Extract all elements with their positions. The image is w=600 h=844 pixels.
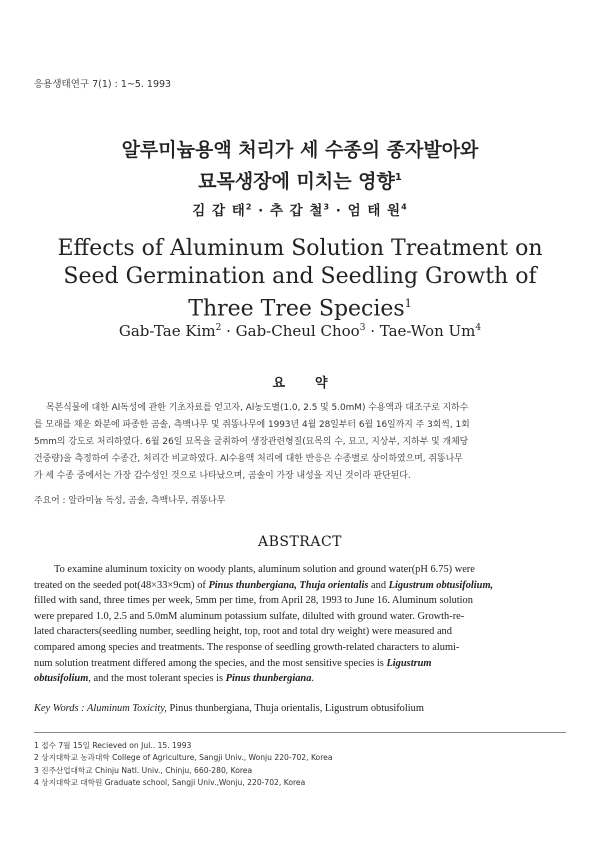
english-author-affiliation-mark: 4	[475, 323, 482, 333]
english-author-separator: ·	[365, 322, 380, 340]
korean-authors	[0, 199, 600, 219]
korean-abstract	[34, 400, 566, 485]
korean-author-affiliation-mark: 4	[401, 202, 408, 212]
footnotes	[34, 740, 332, 790]
abstract-text: lated characters(seedling number, seedling height, top, root and total dry weight) were measured and	[34, 626, 452, 638]
abstract-text: .	[311, 673, 315, 685]
abstract-text: treated on the seeded pot(48×33×9cm) of	[34, 579, 209, 591]
footnote-rule	[34, 732, 566, 733]
keywords-first: Aluminum Toxicity,	[87, 703, 167, 714]
korean-title-line-2	[0, 165, 600, 194]
abstract-text: and	[368, 579, 389, 591]
species-name: Pinus thunbergiana, Thuja orientalis	[208, 579, 369, 591]
english-abstract-line	[34, 640, 566, 656]
korean-author-name: 엄 태 원	[347, 203, 402, 219]
english-author-separator: ·	[221, 322, 236, 340]
abstract-text: To examine aluminum toxicity on woody plants, aluminum solution and ground water(pH 6.75) were	[54, 564, 475, 575]
english-abstract-line	[34, 578, 566, 594]
korean-author-separator: ·	[252, 203, 270, 219]
english-title-line-3-text: Three Tree Species	[188, 296, 405, 322]
korean-abstract-line: 목본식물에 대한 Al독성에 관한 기초자료를 얻고자, Al농도별(1.0, 2.5 및 5.0mM) 수용액과 대조구로 지하수	[46, 403, 469, 413]
species-name: Ligustrum obtusifolium,	[388, 579, 494, 591]
english-author-name: Gab-Cheul Choo	[235, 322, 360, 340]
korean-author-name: 김 갑 태	[192, 203, 246, 219]
english-author-affiliation-mark: 2	[215, 323, 222, 333]
english-title-footnote-mark: 1	[404, 297, 412, 310]
korean-keywords: 주요어 : 알라미늄 독성, 곰솔, 측백나무, 쥐똥나무	[34, 496, 226, 506]
abstract-text: were prepared 1.0, 2.5 and 5.0mM aluminum potassium sulfate, dilulted with ground water. Growth-re-	[34, 610, 465, 622]
english-abstract-line	[34, 593, 566, 609]
footnote: 4 상지대학교 대학원 Graduate school, Sangji Univ.,Wonju, 220-702, Korea	[34, 778, 306, 788]
abstract-text: , and the most tolerant species is	[88, 673, 226, 685]
korean-abstract-heading: 요약	[272, 376, 358, 391]
abstract-text: num solution treatment differed among the species, and the most sensitive species is	[34, 657, 387, 669]
korean-title-line-1: 알루미늄용액 처리가 세 수종의 종자발아와	[121, 139, 479, 161]
korean-abstract-line: 건중량)을 측정하여 수종간, 처리간 비교하였다. Al수용액 처리에 대한 반응은 수종별로 상이하였으며, 쥐똥나무	[34, 454, 463, 464]
english-title-line-1: Effects of Aluminum Solution Treatment on	[57, 236, 543, 261]
english-author-name: Gab-Tae Kim	[118, 322, 216, 340]
english-authors	[0, 322, 600, 340]
species-name: Ligustrum	[386, 657, 432, 669]
korean-author-affiliation-mark: 3	[323, 202, 331, 212]
english-title-line-3	[0, 289, 600, 324]
journal-citation: 응용생태연구 7(1) : 1~5. 1993	[34, 79, 172, 90]
footnote: 2 상지대학교 농과대학 College of Agriculture, Sangji Univ., Wonju 220-702, Korea	[34, 753, 333, 763]
species-name: Pinus thunbergiana	[225, 673, 312, 685]
footnote: 3 진주산업대학교 Chinju Natl. Univ., Chinju, 660-280, Korea	[34, 765, 253, 775]
english-abstract-line	[34, 671, 566, 687]
footnote: 1 접수 7월 15일 Recieved on Jul.. 15. 1993	[34, 741, 192, 750]
english-author-affiliation-mark: 3	[359, 323, 366, 333]
english-keywords	[34, 703, 424, 714]
english-title-line-2: Seed Germination and Seedling Growth of	[63, 264, 537, 289]
korean-author-name: 추 갑 철	[269, 203, 324, 219]
korean-author-separator: ·	[330, 203, 348, 219]
english-abstract-line	[34, 609, 566, 625]
english-abstract	[34, 562, 566, 687]
english-author-name: Tae-Won Um	[379, 322, 476, 340]
species-name: obtusifolium	[34, 673, 89, 685]
keywords-label: Key Words :	[34, 703, 88, 714]
english-abstract-line	[34, 624, 566, 640]
korean-abstract-line: 5mm의 강도로 처리하였다. 6월 26일 묘목을 굴취하여 생장관련형질(묘목의 수, 묘고, 지상부, 지하부 및 개체당	[34, 437, 469, 447]
english-abstract-line	[34, 562, 566, 578]
korean-abstract-line: 가 세 수종 중에서는 가장 감수성인 것으로 나타났으며, 곰솔이 가장 내성을 지닌 것이라 판단된다.	[34, 471, 411, 481]
korean-abstract-line: 를 모래를 채운 화분에 파종한 곰솔, 측백나무 및 쥐똥나무에 1993년 4월 28일부터 6월 16일까지 주 3회씩, 1회	[34, 420, 470, 430]
korean-title-footnote-mark: 1	[394, 172, 402, 183]
korean-author-affiliation-mark: 2	[245, 202, 253, 212]
korean-title-line-2-text: 묘목생장에 미치는 영향	[198, 170, 395, 193]
english-abstract-line	[34, 656, 566, 672]
abstract-text: filled with sand, three times per week, 5mm per time, from April 28, 1993 to June 16. Aluminum solution	[34, 595, 473, 607]
abstract-text: compared among species and treatments. The response of seedling growth-related characters to alumi-	[34, 641, 460, 653]
keywords-rest: Pinus thunbergiana, Thuja orientalis, Ligustrum obtusifolium	[166, 703, 424, 714]
abstract-heading: ABSTRACT	[257, 534, 343, 550]
